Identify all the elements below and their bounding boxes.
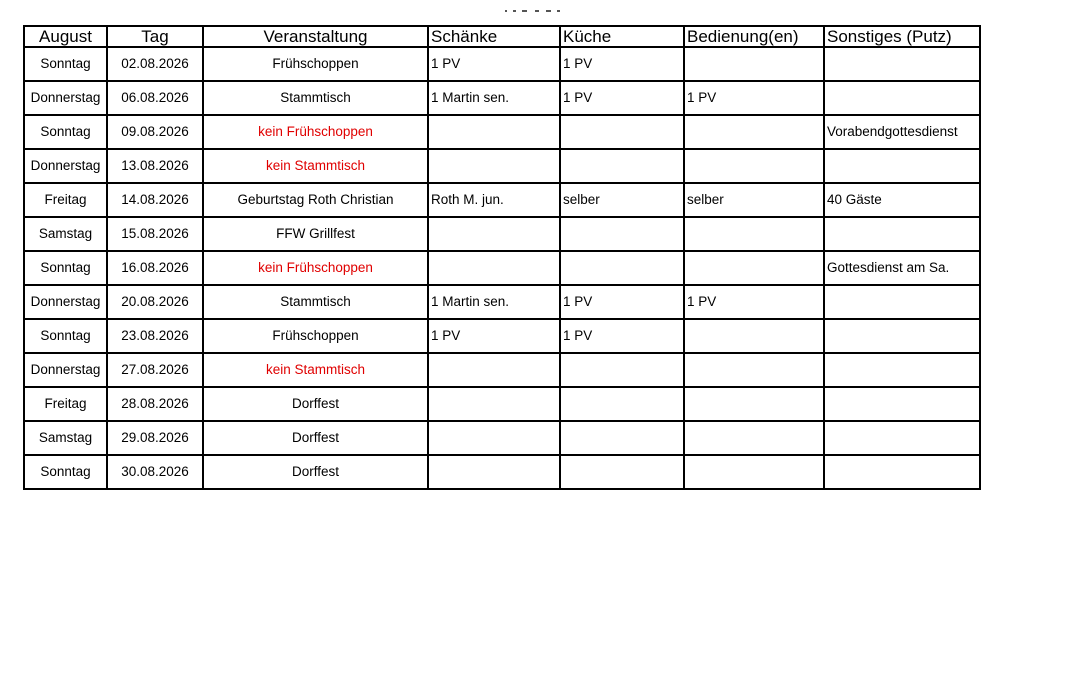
cell-schaenke: 1 PV <box>428 47 560 81</box>
cell-kueche <box>560 387 684 421</box>
cell-weekday: Sonntag <box>24 251 107 285</box>
cell-bedienung <box>684 421 824 455</box>
cell-date: 14.08.2026 <box>107 183 203 217</box>
cell-kueche: 1 PV <box>560 285 684 319</box>
cell-date: 02.08.2026 <box>107 47 203 81</box>
cell-schaenke <box>428 455 560 489</box>
cell-event: kein Stammtisch <box>203 149 428 183</box>
cell-date: 28.08.2026 <box>107 387 203 421</box>
cell-schaenke: 1 Martin sen. <box>428 81 560 115</box>
table-row <box>24 353 980 387</box>
table-header <box>24 26 980 47</box>
cell-schaenke <box>428 421 560 455</box>
cell-event: Dorffest <box>203 421 428 455</box>
table-row <box>24 455 980 489</box>
cell-sonstiges <box>824 217 980 251</box>
cell-date: 09.08.2026 <box>107 115 203 149</box>
header-event: Veranstaltung <box>203 26 428 47</box>
cell-event: Frühschoppen <box>203 47 428 81</box>
cell-weekday: Donnerstag <box>24 81 107 115</box>
cell-bedienung <box>684 387 824 421</box>
table-row <box>24 217 980 251</box>
cell-event: Frühschoppen <box>203 319 428 353</box>
cell-schaenke <box>428 251 560 285</box>
cell-sonstiges <box>824 319 980 353</box>
cell-date: 15.08.2026 <box>107 217 203 251</box>
cell-event: kein Frühschoppen <box>203 115 428 149</box>
cell-kueche: 1 PV <box>560 47 684 81</box>
cell-kueche <box>560 217 684 251</box>
cell-event: Stammtisch <box>203 285 428 319</box>
schedule-sheet <box>23 25 981 490</box>
header-sonstiges: Sonstiges (Putz) <box>824 26 980 47</box>
cell-date: 06.08.2026 <box>107 81 203 115</box>
cell-event: kein Stammtisch <box>203 353 428 387</box>
cell-date: 23.08.2026 <box>107 319 203 353</box>
table-row <box>24 285 980 319</box>
cell-kueche <box>560 421 684 455</box>
table-row <box>24 149 980 183</box>
cell-bedienung <box>684 217 824 251</box>
cell-schaenke <box>428 217 560 251</box>
cell-sonstiges <box>824 285 980 319</box>
cell-schaenke <box>428 149 560 183</box>
cell-bedienung <box>684 115 824 149</box>
cell-bedienung: selber <box>684 183 824 217</box>
cell-schaenke: 1 Martin sen. <box>428 285 560 319</box>
table-row <box>24 81 980 115</box>
table-row <box>24 47 980 81</box>
cell-date: 29.08.2026 <box>107 421 203 455</box>
header-schaenke: Schänke <box>428 26 560 47</box>
header-date: Tag <box>107 26 203 47</box>
cell-weekday: Freitag <box>24 183 107 217</box>
cell-bedienung <box>684 455 824 489</box>
cell-sonstiges: Gottesdienst am Sa. <box>824 251 980 285</box>
header-month: August <box>24 26 107 47</box>
table-row <box>24 319 980 353</box>
cell-bedienung <box>684 251 824 285</box>
table-row <box>24 421 980 455</box>
cell-weekday: Donnerstag <box>24 285 107 319</box>
cell-weekday: Donnerstag <box>24 149 107 183</box>
cell-bedienung <box>684 149 824 183</box>
cell-kueche: 1 PV <box>560 81 684 115</box>
cell-event: FFW Grillfest <box>203 217 428 251</box>
cell-date: 30.08.2026 <box>107 455 203 489</box>
cell-bedienung <box>684 319 824 353</box>
header-bedienung: Bedienung(en) <box>684 26 824 47</box>
cell-weekday: Sonntag <box>24 115 107 149</box>
table-row <box>24 115 980 149</box>
cell-schaenke <box>428 115 560 149</box>
cell-schaenke <box>428 353 560 387</box>
cell-sonstiges <box>824 149 980 183</box>
cell-kueche <box>560 149 684 183</box>
table-body <box>24 47 980 489</box>
table-row <box>24 183 980 217</box>
cell-weekday: Samstag <box>24 421 107 455</box>
cell-weekday: Sonntag <box>24 47 107 81</box>
cell-kueche <box>560 455 684 489</box>
header-kueche: Küche <box>560 26 684 47</box>
cell-bedienung: 1 PV <box>684 285 824 319</box>
cell-event: Dorffest <box>203 387 428 421</box>
cell-event: kein Frühschoppen <box>203 251 428 285</box>
cell-kueche <box>560 115 684 149</box>
cell-sonstiges: Vorabendgottesdienst <box>824 115 980 149</box>
cell-weekday: Sonntag <box>24 319 107 353</box>
cell-date: 16.08.2026 <box>107 251 203 285</box>
cell-kueche <box>560 251 684 285</box>
cell-weekday: Sonntag <box>24 455 107 489</box>
cell-date: 13.08.2026 <box>107 149 203 183</box>
cell-weekday: Samstag <box>24 217 107 251</box>
cell-weekday: Freitag <box>24 387 107 421</box>
cell-event: Dorffest <box>203 455 428 489</box>
cell-event: Stammtisch <box>203 81 428 115</box>
cell-sonstiges <box>824 387 980 421</box>
cell-kueche <box>560 353 684 387</box>
event-schedule-table <box>23 25 981 490</box>
table-row <box>24 387 980 421</box>
cell-date: 20.08.2026 <box>107 285 203 319</box>
cell-sonstiges <box>824 455 980 489</box>
cell-schaenke: Roth M. jun. <box>428 183 560 217</box>
cropped-title-fragment <box>505 0 565 3</box>
cell-sonstiges <box>824 353 980 387</box>
cell-kueche: selber <box>560 183 684 217</box>
cell-bedienung <box>684 47 824 81</box>
cell-bedienung: 1 PV <box>684 81 824 115</box>
cell-schaenke <box>428 387 560 421</box>
cell-weekday: Donnerstag <box>24 353 107 387</box>
cell-sonstiges <box>824 421 980 455</box>
cell-bedienung <box>684 353 824 387</box>
cell-sonstiges <box>824 81 980 115</box>
header-row <box>24 26 980 47</box>
cell-sonstiges <box>824 47 980 81</box>
cell-kueche: 1 PV <box>560 319 684 353</box>
cell-sonstiges: 40 Gäste <box>824 183 980 217</box>
table-row <box>24 251 980 285</box>
cell-date: 27.08.2026 <box>107 353 203 387</box>
cell-schaenke: 1 PV <box>428 319 560 353</box>
cell-event: Geburtstag Roth Christian <box>203 183 428 217</box>
